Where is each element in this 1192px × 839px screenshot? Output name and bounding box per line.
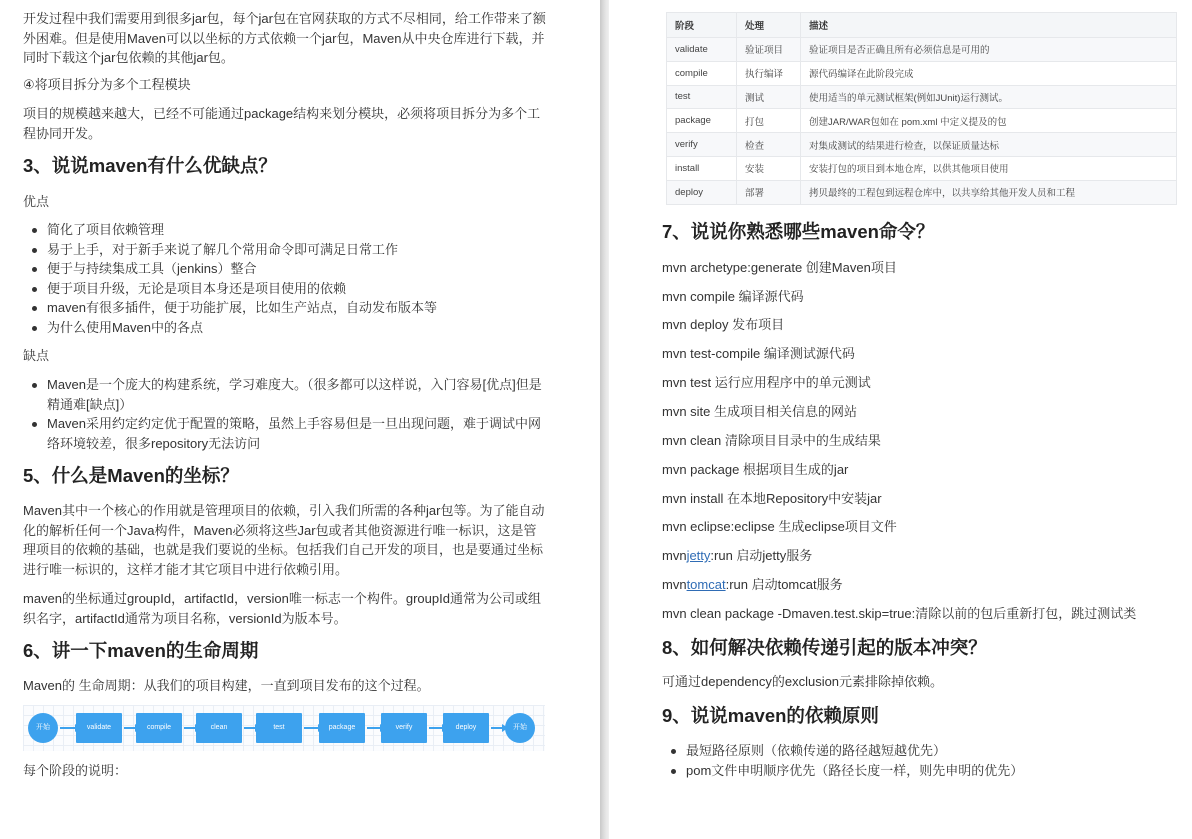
diagram-node-test: test [256, 713, 302, 743]
list-item: 简化了项目依赖管理 [23, 220, 550, 240]
command-suffix: :run 启动tomcat服务 [725, 577, 843, 592]
list-item: 易于上手，对于新手来说了解几个常用命令即可满足日常工作 [23, 240, 550, 260]
table-cell: 验证项目是否正确且所有必须信息是可用的 [801, 38, 1177, 62]
cons-label: 缺点 [23, 348, 50, 363]
pros-list [23, 220, 550, 337]
diagram-node-start: 开始 [28, 713, 58, 743]
command-line: mvn eclipse:eclipse 生成eclipse项目文件 [662, 519, 897, 534]
diagram-arrow [60, 727, 76, 729]
q5-heading: 5、什么是Maven的坐标？ [23, 465, 239, 486]
command-line: mvn test 运行应用程序中的单元测试 [662, 375, 871, 390]
table-header-row [667, 13, 1177, 38]
command-line: mvn compile 编译源代码 [662, 289, 804, 304]
diagram-arrow [429, 727, 443, 729]
lifecycle-diagram [23, 705, 545, 751]
table-cell: 对集成测试的结果进行检查，以保证质量达标 [801, 133, 1177, 157]
list-item: 便于项目升级，无论是项目本身还是项目使用的依赖 [23, 279, 550, 299]
table-cell: 创建JAR/WAR包如在 pom.xml 中定义提及的包 [801, 109, 1177, 133]
command-line: mvn clean 清除项目目录中的生成结果 [662, 433, 881, 448]
diagram-node-compile: compile [136, 713, 182, 743]
table-cell: 执行编译 [737, 61, 801, 85]
table-cell: package [667, 109, 737, 133]
table-row [667, 133, 1177, 157]
jetty-link[interactable]: jetty [686, 548, 711, 563]
table-cell: 使用适当的单元测试框架(例如JUnit)运行测试。 [801, 85, 1177, 109]
diagram-arrow [491, 727, 503, 729]
q5-paragraph-2: maven的坐标通过groupId，artifactId，version唯一标志一个构件。groupId通常为公司或组织名字，artifactId通常为项目名称，versionId为版本号。 [23, 591, 541, 626]
table-row [667, 109, 1177, 133]
diagram-arrow [244, 727, 256, 729]
diagram-node-verify: verify [381, 713, 427, 743]
table-row [667, 156, 1177, 180]
table-cell: install [667, 156, 737, 180]
page-divider [600, 0, 609, 839]
table-row [667, 38, 1177, 62]
command-line: mvn test-compile 编译测试源代码 [662, 346, 855, 361]
table-cell: compile [667, 61, 737, 85]
list-item: 为什么使用Maven中的各点 [23, 318, 550, 338]
q7-heading: 7、说说你熟悉哪些maven命令？ [662, 221, 935, 242]
q6-paragraph: Maven的 生命周期：从我们的项目构建，一直到项目发布的这个过程。 [23, 678, 430, 693]
item4-paragraph: 项目的规模越来越大，已经不可能通过package结构来划分模块，必须将项目拆分为多个工程协同开发。 [23, 106, 541, 141]
table-cell: 拷贝最终的工程包到远程仓库中，以共享给其他开发人员和工程 [801, 180, 1177, 204]
list-item: 最短路径原则（依赖传递的路径越短越优先） [662, 741, 1162, 761]
diagram-node-end: 开始 [505, 713, 535, 743]
list-item: maven有很多插件，便于功能扩展，比如生产站点，自动发布版本等 [23, 298, 550, 318]
table-cell: 测试 [737, 85, 801, 109]
command-line: mvn install 在本地Repository中安装jar [662, 491, 882, 506]
q3-heading: 3、说说maven有什么优缺点？ [23, 155, 277, 176]
diagram-node-validate: validate [76, 713, 122, 743]
table-cell: 验证项目 [737, 38, 801, 62]
list-item: 便于与持续集成工具（jenkins）整合 [23, 259, 550, 279]
list-item: Maven采用约定约定优于配置的策略，虽然上手容易但是一旦出现问题，难于调试中网络环境较差，很多repository无法访问 [23, 414, 543, 453]
command-prefix: mvn [662, 577, 687, 592]
diagram-node-clean: clean [196, 713, 242, 743]
diagram-arrow [124, 727, 136, 729]
lifecycle-phase-table [666, 12, 1177, 205]
diagram-node-deploy: deploy [443, 713, 489, 743]
list-item: pom文件申明顺序优先（路径长度一样，则先申明的优先） [662, 761, 1162, 781]
table-cell: 检查 [737, 133, 801, 157]
command-line: mvn clean package -Dmaven.test.skip=true:清除以前的包后重新打包，跳过测试类 [662, 606, 1137, 621]
command-suffix: :run 启动jetty服务 [710, 548, 813, 563]
diagram-arrow [367, 727, 381, 729]
q8-paragraph: 可通过dependency的exclusion元素排除掉依赖。 [662, 674, 944, 689]
command-line-jetty [662, 546, 812, 566]
command-line: mvn deploy 发布项目 [662, 317, 785, 332]
table-row [667, 180, 1177, 204]
q9-heading: 9、说说maven的依赖原则 [662, 705, 879, 726]
table-cell: 源代码编译在此阶段完成 [801, 61, 1177, 85]
tomcat-link[interactable]: tomcat [686, 577, 726, 592]
command-line: mvn site 生成项目相关信息的网站 [662, 404, 858, 419]
table-cell: 打包 [737, 109, 801, 133]
q5-paragraph-1: Maven其中一个核心的作用就是管理项目的依赖，引入我们所需的各种jar包等。为了能自动化的解析任何一个Java构件，Maven必须将这些Jar包或者其他资源进行唯一标识，这是管理项目的依赖的基础，也就是我们要说的坐标。包括我们自己开发的项目，也是要通过坐标进行唯一标识的，这样才能才其它项目中进行依赖引用。 [23, 503, 545, 577]
command-line-tomcat [662, 575, 843, 595]
table-cell: verify [667, 133, 737, 157]
item4-title: ④将项目拆分为多个工程模块 [23, 77, 191, 92]
table-header-cell: 描述 [801, 13, 1177, 38]
table-row [667, 85, 1177, 109]
command-line: mvn package 根据项目生成的jar [662, 462, 849, 477]
table-header-cell: 处理 [737, 13, 801, 38]
table-cell: 安装 [737, 156, 801, 180]
diagram-arrow [184, 727, 196, 729]
table-cell: 安装打包的项目到本地仓库，以供其他项目使用 [801, 156, 1177, 180]
command-line: mvn archetype:generate 创建Maven项目 [662, 260, 897, 275]
table-cell: validate [667, 38, 737, 62]
list-item: Maven是一个庞大的构建系统，学习难度大。（很多都可以这样说，入门容易[优点]但是精通难[缺点]） [23, 375, 543, 414]
pros-label: 优点 [23, 194, 50, 209]
q6-heading: 6、讲一下maven的生命周期 [23, 640, 259, 661]
phases-caption: 每个阶段的说明： [23, 763, 128, 778]
intro-paragraph: 开发过程中我们需要用到很多jar包，每个jar包在官网获取的方式不尽相同，给工作带来了额外困难。但是使用Maven可以以坐标的方式依赖一个jar包，Maven从中央仓库进行下载，并同时下载这个jar包依赖的其他jar包。 [23, 11, 546, 65]
table-cell: test [667, 85, 737, 109]
cons-list [23, 375, 543, 453]
diagram-node-package: package [319, 713, 365, 743]
q9-list [662, 741, 1162, 780]
q8-heading: 8、如何解决依赖传递引起的版本冲突？ [662, 637, 987, 658]
command-prefix: mvn [662, 548, 687, 563]
table-row [667, 61, 1177, 85]
table-cell: 部署 [737, 180, 801, 204]
diagram-arrow [304, 727, 319, 729]
table-cell: deploy [667, 180, 737, 204]
table-header-cell: 阶段 [667, 13, 737, 38]
